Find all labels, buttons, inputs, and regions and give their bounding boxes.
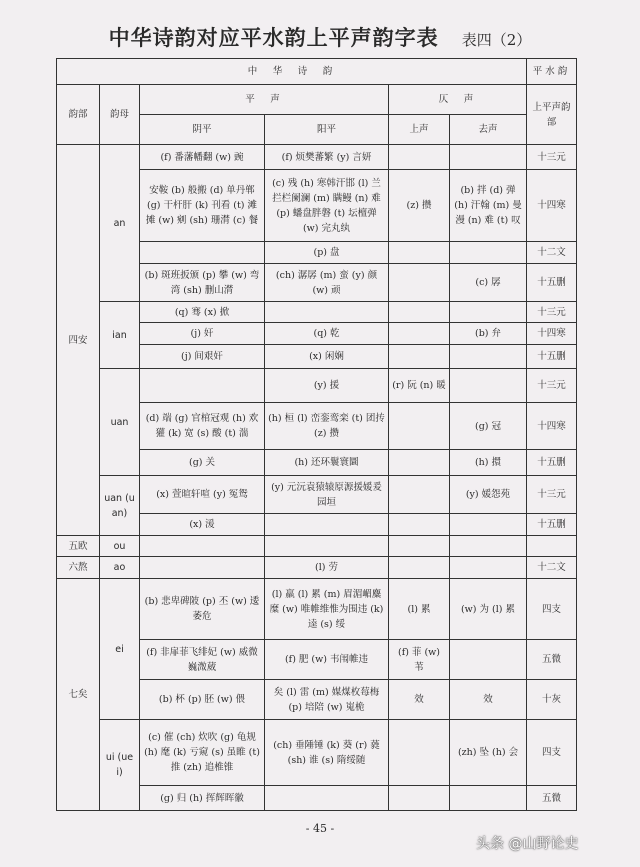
qusheng-cell: 效 — [450, 680, 527, 720]
page-title — [0, 22, 640, 52]
header-shangsheng: 上声 — [389, 115, 450, 145]
qusheng-cell — [450, 640, 527, 680]
qusheng-cell: (h) 擐 — [450, 450, 527, 476]
shangsheng-cell — [389, 720, 450, 786]
yangping-cell: (h) 还环鬟寰圜 — [265, 450, 389, 476]
rhyme-cell — [527, 536, 577, 557]
yinping-cell: (c) 催 (ch) 炊吹 (g) 龟规 (h) 麾 (k) 亏窥 (s) 虽睢 (t) 推 (zh) 追椎锥 — [140, 720, 265, 786]
header-row-2 — [57, 85, 577, 115]
yangping-cell — [265, 302, 389, 323]
qusheng-cell: (zh) 坠 (h) 会 — [450, 720, 527, 786]
rhyme-cell: 十三元 — [527, 369, 577, 403]
shangsheng-cell — [389, 476, 450, 514]
shangsheng-cell: (z) 攒 — [389, 170, 450, 242]
shangsheng-cell — [389, 450, 450, 476]
qusheng-cell — [450, 557, 527, 579]
rhyme-cell: 十二文 — [527, 242, 577, 264]
qusheng-cell — [450, 786, 527, 811]
rhyme-cell: 十灰 — [527, 680, 577, 720]
yinping-cell: (q) 骞 (x) 掀 — [140, 302, 265, 323]
qusheng-cell: (b) 拌 (d) 弹 (h) 汗翰 (m) 曼漫 (n) 难 (t) 叹 — [450, 170, 527, 242]
yangping-cell: (ch) 潺孱 (m) 蛮 (y) 颜 (w) 顽 — [265, 264, 389, 302]
group-label-qi: 七矣 — [57, 579, 100, 811]
yangping-cell: (c) 残 (h) 寒韩汗邯 (l) 兰拦栏阑澜 (m) 瞒鳗 (n) 难 (p) 蟠盘胖磐 (t) 坛檀弹 (w) 完丸纨 — [265, 170, 389, 242]
yangping-cell: (l) 劳 — [265, 557, 389, 579]
yinping-cell: (j) 间艰奸 — [140, 345, 265, 369]
final-ui: ui (uei) — [100, 720, 140, 811]
shangsheng-cell — [389, 557, 450, 579]
yinping-cell: (b) 杯 (p) 胚 (w) 偎 — [140, 680, 265, 720]
table-row — [57, 145, 577, 170]
title-subtitle: 表四（2） — [461, 31, 532, 49]
qusheng-cell: (g) 冠 — [450, 403, 527, 450]
table-row — [57, 369, 577, 403]
rhyme-cell: 十三元 — [527, 302, 577, 323]
shangsheng-cell: 效 — [389, 680, 450, 720]
yangping-cell — [265, 786, 389, 811]
header-ze: 仄 声 — [389, 85, 527, 115]
yangping-cell: (h) 桓 (l) 峦銮鸾栾 (t) 团抟 (z) 攒 — [265, 403, 389, 450]
page-number: - 45 - — [305, 822, 335, 835]
qusheng-cell — [450, 302, 527, 323]
rhyme-cell: 四支 — [527, 579, 577, 640]
rhyme-cell: 四支 — [527, 720, 577, 786]
final-ian: ian — [100, 302, 140, 369]
yinping-cell: (f) 非扉菲飞绯妃 (w) 威微巍溦葳 — [140, 640, 265, 680]
shangsheng-cell — [389, 514, 450, 536]
qusheng-cell: (w) 为 (l) 累 — [450, 579, 527, 640]
yinping-cell — [140, 536, 265, 557]
yinping-cell: (g) 关 — [140, 450, 265, 476]
header-pingshui: 平水韵 — [527, 59, 577, 85]
rhyme-cell: 十五删 — [527, 345, 577, 369]
shangsheng-cell: (l) 累 — [389, 579, 450, 640]
yinping-cell — [140, 242, 265, 264]
table-row — [57, 476, 577, 514]
yinping-cell — [140, 557, 265, 579]
shangsheng-cell — [389, 403, 450, 450]
group-label-wu: 五欧 — [57, 536, 100, 557]
shangsheng-cell — [389, 536, 450, 557]
rhyme-cell: 十二文 — [527, 557, 577, 579]
rhyme-cell: 十五删 — [527, 514, 577, 536]
shangsheng-cell — [389, 345, 450, 369]
yinping-cell: 安鞍 (b) 般搬 (d) 单丹郸 (g) 干杆肝 (k) 刊看 (t) 滩摊 (w) 剜 (sh) 珊潸 (c) 餐 — [140, 170, 265, 242]
shangsheng-cell — [389, 786, 450, 811]
yangping-cell: (y) 援 — [265, 369, 389, 403]
yinping-cell: (j) 奸 — [140, 323, 265, 345]
final-an: an — [100, 145, 140, 302]
header-yinping: 阴平 — [140, 115, 265, 145]
yinping-cell: (g) 归 (h) 挥辉晖徽 — [140, 786, 265, 811]
header-shangping: 上平声韵部 — [527, 85, 577, 145]
rhyme-cell: 五微 — [527, 640, 577, 680]
yinping-cell: (b) 悲卑碑陂 (p) 丕 (w) 逶萎危 — [140, 579, 265, 640]
watermark: 头条 @山野论史 — [476, 836, 579, 852]
yangping-cell: (f) 肥 (w) 韦闱帷违 — [265, 640, 389, 680]
title-main: 中华诗韵对应平水韵上平声韵字表 — [108, 25, 439, 50]
yangping-cell: (p) 盘 — [265, 242, 389, 264]
rhyme-cell: 十三元 — [527, 476, 577, 514]
rhyme-cell: 十四寒 — [527, 403, 577, 450]
table-row — [57, 557, 577, 579]
shangsheng-cell — [389, 242, 450, 264]
rhyme-cell: 十五删 — [527, 264, 577, 302]
final-ou: ou — [100, 536, 140, 557]
yinping-cell — [140, 369, 265, 403]
yangping-cell: 矣 (l) 雷 (m) 媒煤枚莓梅 (p) 培陪 (w) 嵬桅 — [265, 680, 389, 720]
yinping-cell: (f) 番藩幡翻 (w) 豌 — [140, 145, 265, 170]
table-row — [57, 579, 577, 640]
header-ping: 平 声 — [140, 85, 389, 115]
yangping-cell: (f) 烦樊蕃繁 (y) 言妍 — [265, 145, 389, 170]
rhyme-cell: 五微 — [527, 786, 577, 811]
header-yangping: 阳平 — [265, 115, 389, 145]
qusheng-cell — [450, 514, 527, 536]
yangping-cell: (q) 乾 — [265, 323, 389, 345]
qusheng-cell: (c) 孱 — [450, 264, 527, 302]
group-label-xian: 四安 — [57, 145, 100, 536]
rhyme-table — [56, 58, 577, 811]
yinping-cell: (d) 端 (g) 官棺冠观 (h) 欢獾 (k) 宽 (s) 酸 (t) 湍 — [140, 403, 265, 450]
yangping-cell: (y) 元沅袁猿辕原源援媛爰园垣 — [265, 476, 389, 514]
qusheng-cell — [450, 145, 527, 170]
header-zhonghua: 中 华 诗 韵 — [57, 59, 527, 85]
table-row — [57, 536, 577, 557]
shangsheng-cell — [389, 264, 450, 302]
final-ao: ao — [100, 557, 140, 579]
yangping-cell: (ch) 垂陲锤 (k) 葵 (r) 蕤 (sh) 谁 (s) 隋绥随 — [265, 720, 389, 786]
final-uan: uan — [100, 369, 140, 476]
rhyme-cell: 十三元 — [527, 145, 577, 170]
yinping-cell: (x) 湲 — [140, 514, 265, 536]
shangsheng-cell: (f) 菲 (w) 苇 — [389, 640, 450, 680]
header-yunmu: 韵母 — [100, 85, 140, 145]
qusheng-cell: (b) 弁 — [450, 323, 527, 345]
qusheng-cell: (y) 媛怨苑 — [450, 476, 527, 514]
qusheng-cell — [450, 242, 527, 264]
final-van: uan (uan) — [100, 476, 140, 536]
qusheng-cell — [450, 536, 527, 557]
yangping-cell: (x) 闲娴 — [265, 345, 389, 369]
qusheng-cell — [450, 369, 527, 403]
yinping-cell: (x) 萱暄轩喧 (y) 冤鸳 — [140, 476, 265, 514]
shangsheng-cell — [389, 302, 450, 323]
shangsheng-cell — [389, 145, 450, 170]
yinping-cell: (b) 斑班扳颁 (p) 攀 (w) 弯湾 (sh) 删山潸 — [140, 264, 265, 302]
shangsheng-cell — [389, 323, 450, 345]
header-qusheng: 去声 — [450, 115, 527, 145]
qusheng-cell — [450, 345, 527, 369]
yangping-cell: (l) 羸 (l) 累 (m) 眉湄嵋麋糜 (w) 唯帷维惟为围违 (k) 逵 (s) 绥 — [265, 579, 389, 640]
header-row-1 — [57, 59, 577, 85]
final-ei: ei — [100, 579, 140, 720]
yangping-cell — [265, 514, 389, 536]
yangping-cell — [265, 536, 389, 557]
rhyme-cell: 十四寒 — [527, 323, 577, 345]
table-row — [57, 302, 577, 323]
group-label-liu: 六熬 — [57, 557, 100, 579]
shangsheng-cell: (r) 阮 (n) 暖 — [389, 369, 450, 403]
table-row — [57, 720, 577, 786]
header-yunbu: 韵部 — [57, 85, 100, 145]
rhyme-cell: 十五删 — [527, 450, 577, 476]
rhyme-cell: 十四寒 — [527, 170, 577, 242]
